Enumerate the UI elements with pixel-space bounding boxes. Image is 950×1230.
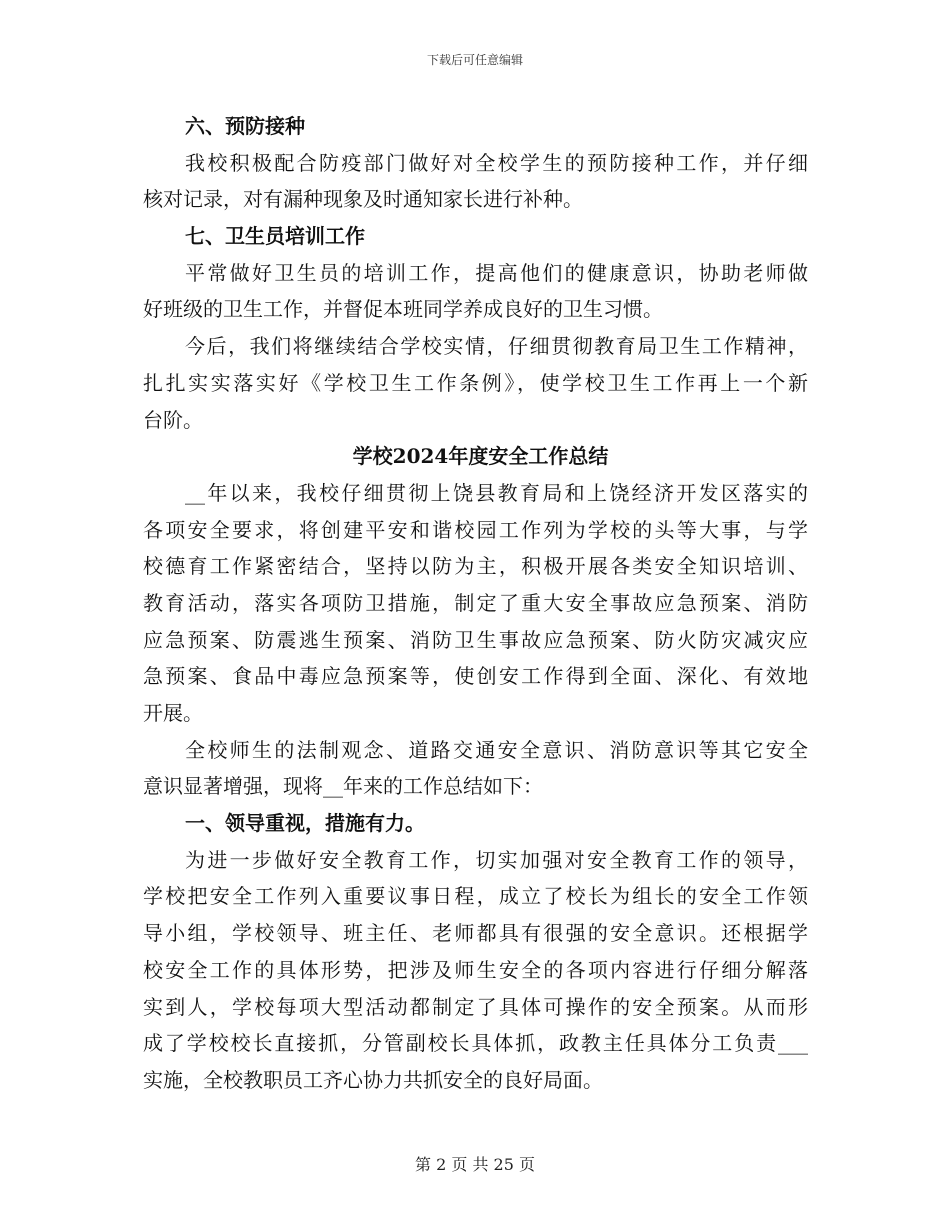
paragraph-last-line: 意识显著增强，现将__年来的工作总结如下：: [143, 774, 543, 799]
paragraph-last-line: 核对记录，对有漏种现象及时通知家长进行补种。: [143, 187, 583, 212]
paragraph-first-line: 为进一步做好安全教育工作，切实加强对安全教育工作的领导，: [185, 847, 808, 872]
section-heading: 一、领导重视，措施有力。: [185, 811, 425, 836]
paragraph-last-line: 实施，全校教职员工齐心协力共抓安全的良好局面。: [143, 1067, 603, 1092]
paragraph-last-line: 开展。: [143, 701, 203, 725]
paragraph-line: 急预案、食品中毒应急预案等，使创安工作得到全面、深化、有效地: [143, 664, 808, 689]
page-header: 下载后可任意编辑: [426, 53, 523, 67]
document-body: [143, 108, 808, 1099]
paragraph-line: 校德育工作紧密结合，坚持以防为主，积极开展各类安全知识培训、: [143, 554, 808, 579]
paragraph-line: 各项安全要求，将创建平安和谐校园工作列为学校的头等大事，与学: [143, 517, 808, 542]
document-title: 学校2024年度安全工作总结: [352, 444, 609, 469]
section-heading: 七、卫生员培训工作: [185, 224, 365, 249]
section-heading: 六、预防接种: [185, 114, 305, 138]
paragraph-first-line: 平常做好卫生员的培训工作，提高他们的健康意识，协助老师做: [185, 260, 808, 285]
paragraph-line: 学校把安全工作列入重要议事日程，成立了校长为组长的安全工作领: [143, 884, 808, 909]
paragraph-line: 教育活动，落实各项防卫措施，制定了重大安全事故应急预案、消防: [143, 590, 808, 615]
paragraph-last-line: 好班级的卫生工作，并督促本班同学养成良好的卫生习惯。: [143, 297, 663, 322]
paragraph-line: 扎扎实实落实好《学校卫生工作条例》，使学校卫生工作再上一个新: [143, 370, 808, 395]
paragraph-first-line: 今后，我们将继续结合学校实情，仔细贯彻教育局卫生工作精神，: [185, 334, 808, 359]
paragraph-first-line: __年以来，我校仔细贯彻上饶县教育局和上饶经济开发区落实的: [185, 480, 808, 505]
paragraph-line: 实到人，学校每项大型活动都制定了具体可操作的安全预案。从而形: [143, 994, 808, 1019]
paragraph-line: 应急预案、防震逃生预案、消防卫生事故应急预案、防火防灾减灾应: [143, 627, 808, 652]
paragraph-line: 导小组，学校领导、班主任、老师都具有很强的安全意识。还根据学: [143, 921, 808, 946]
paragraph-first-line: 全校师生的法制观念、道路交通安全意识、消防意识等其它安全: [185, 737, 808, 762]
paragraph-last-line: 台阶。: [143, 407, 203, 432]
page-number: 第 2 页 共 25 页: [415, 1155, 535, 1174]
paragraph-line: 成了学校校长直接抓，分管副校长具体抓，政教主任具体分工负责___: [143, 1031, 808, 1056]
paragraph-first-line: 我校积极配合防疫部门做好对全校学生的预防接种工作，并仔细: [185, 150, 808, 175]
paragraph-line: 校安全工作的具体形势，把涉及师生安全的各项内容进行仔细分解落: [143, 957, 808, 982]
